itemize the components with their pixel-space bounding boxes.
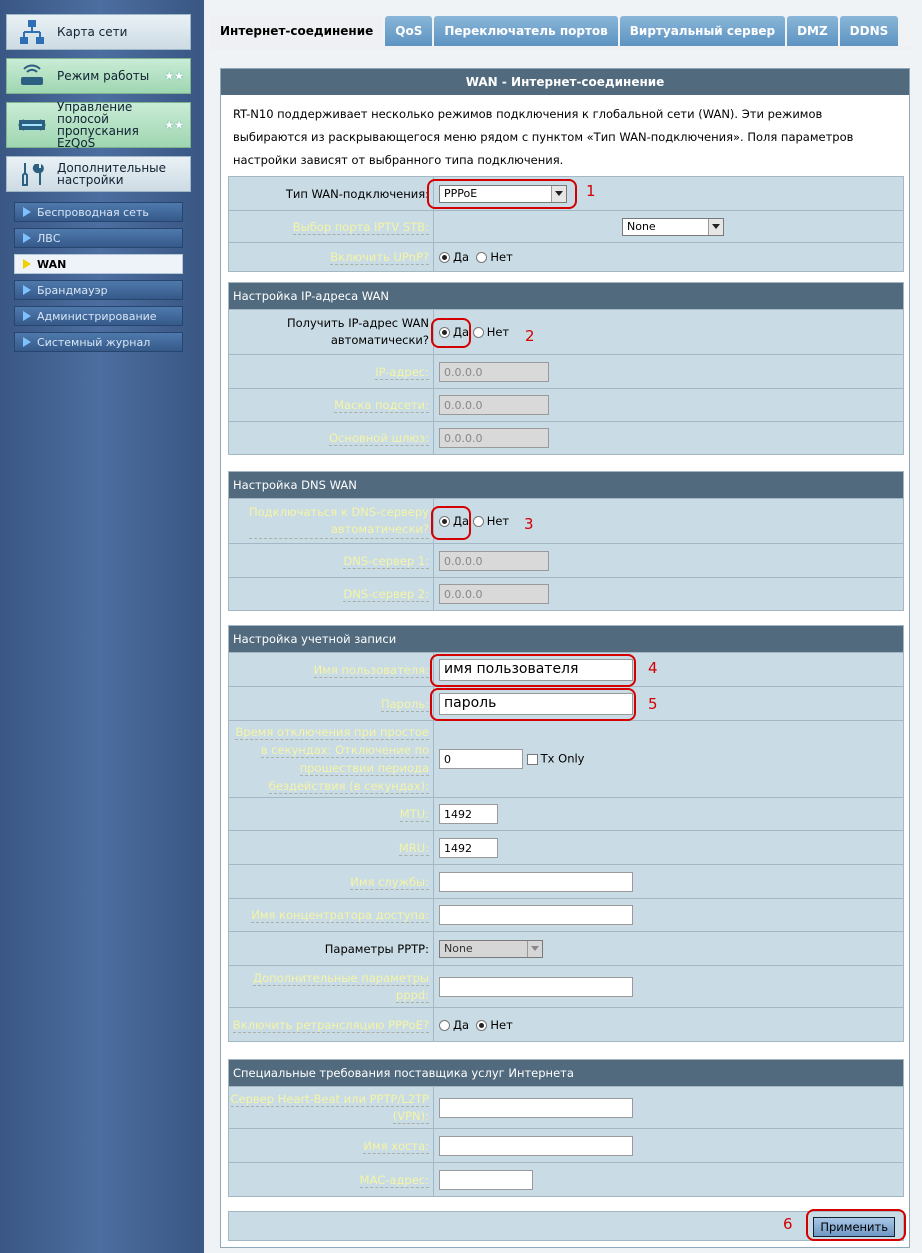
relay-no-radio[interactable] xyxy=(476,1020,487,1031)
annotation-number-4: 4 xyxy=(648,659,658,677)
ip-auto-yes-label: Да xyxy=(453,325,470,339)
pppoe-relay-value-cell xyxy=(434,1008,904,1042)
password-label[interactable]: Пароль: xyxy=(380,696,429,711)
account-section-header: Настройка учетной записи xyxy=(229,626,904,653)
tx-only-label: Tx Only xyxy=(540,751,585,766)
idle-timeout-input[interactable]: 0 xyxy=(439,749,523,769)
pppoe-relay-label[interactable]: Включить ретрансляцию PPPoE? xyxy=(232,1017,429,1032)
ip-auto-label-cell xyxy=(229,310,434,355)
upnp-label-cell xyxy=(229,243,434,272)
relay-no-label: Нет xyxy=(490,1017,513,1032)
panel-description: RT-N10 поддерживает несколько режимов подключения к глобальной сети (WAN). Эти режимов выбираются из раскрывающегося меню рядом с пунктом «Тип WAN-подключения». Поля параметров настройки зависят от выбранного типа подключения. xyxy=(233,107,854,167)
dns1-label-cell xyxy=(229,544,434,578)
service-name-label[interactable]: Имя службы: xyxy=(350,874,429,889)
mtu-label-cell xyxy=(229,798,434,831)
mac-label[interactable]: MAC-адрес: xyxy=(359,1172,429,1187)
ac-name-label[interactable]: Имя концентратора доступа: xyxy=(251,908,429,922)
dns1-label[interactable]: DNS-сервер 1: xyxy=(343,553,429,568)
nav-network-map-label: Карта сети xyxy=(57,25,128,39)
username-label[interactable]: Имя пользователя: xyxy=(313,662,429,677)
dns1-input[interactable]: 0.0.0.0 xyxy=(439,551,549,571)
sidebar-item-firewall[interactable] xyxy=(14,280,183,300)
upnp-label[interactable]: Включить UPnP? xyxy=(330,250,429,264)
dns-auto-label-cell xyxy=(229,499,434,544)
sidebar-item-lan[interactable] xyxy=(14,228,183,248)
heartbeat-input[interactable] xyxy=(439,1098,633,1118)
idle-timeout-value-cell xyxy=(434,721,904,798)
ac-name-value-cell xyxy=(434,899,904,932)
isp-settings-table xyxy=(228,1059,904,1197)
dns2-label-cell xyxy=(229,578,434,611)
hostname-label[interactable]: Имя хоста: xyxy=(363,1138,429,1153)
sidebar-item-wireless[interactable] xyxy=(14,202,183,222)
pptp-select[interactable] xyxy=(439,940,543,958)
mtu-label[interactable]: MTU: xyxy=(399,807,429,821)
iptv-select[interactable] xyxy=(622,218,724,236)
password-label-cell xyxy=(229,687,434,721)
tab-internet-connection[interactable]: Интернет-соединение xyxy=(210,16,383,46)
arrow-icon xyxy=(23,259,31,269)
main-content xyxy=(204,0,922,1253)
chevron-down-icon[interactable] xyxy=(551,186,566,202)
nav-operation-mode[interactable] xyxy=(6,58,191,94)
dns-auto-no-label: Нет xyxy=(486,514,510,528)
ip-section-header: Настройка IP-адреса WAN xyxy=(229,283,904,310)
tab-qos[interactable]: QoS xyxy=(385,16,432,46)
sidebar-item-system-log[interactable] xyxy=(14,332,183,352)
ip-auto-value-cell xyxy=(434,310,904,355)
gateway-input[interactable]: 0.0.0.0 xyxy=(439,428,549,448)
mru-label[interactable]: MRU: xyxy=(398,840,429,855)
relay-yes-label: Да xyxy=(453,1017,470,1032)
dns2-label[interactable]: DNS-сервер 2: xyxy=(343,587,429,601)
gateway-value-cell xyxy=(434,422,904,455)
dns-auto-no-radio[interactable] xyxy=(473,516,484,527)
arrow-icon xyxy=(23,337,31,347)
apply-button[interactable]: Применить xyxy=(813,1217,895,1237)
annotation-number-5: 5 xyxy=(648,695,658,713)
username-value-cell xyxy=(434,653,904,687)
heartbeat-value-cell xyxy=(434,1087,904,1129)
heartbeat-label[interactable]: Сервер Heart-Beat или PPTP/L2TP (VPN): xyxy=(230,1091,429,1123)
pptp-value: None xyxy=(444,942,473,955)
sidebar-item-label: ЛВС xyxy=(37,231,61,245)
arrow-icon xyxy=(23,233,31,243)
subnet-mask-input[interactable]: 0.0.0.0 xyxy=(439,395,549,415)
iptv-value: None xyxy=(627,220,656,233)
annotation-number-2: 2 xyxy=(525,327,535,345)
ac-name-label-cell xyxy=(229,899,434,932)
upnp-no-radio[interactable] xyxy=(476,252,487,263)
upnp-no-label: Нет xyxy=(490,250,513,264)
ac-name-input[interactable] xyxy=(439,905,633,925)
upnp-yes-label: Да xyxy=(453,250,470,264)
hostname-input[interactable] xyxy=(439,1136,633,1156)
iptv-label[interactable]: Выбор порта IPTV STB: xyxy=(292,219,429,234)
username-label-cell xyxy=(229,653,434,687)
annotation-number-6: 6 xyxy=(783,1215,793,1233)
tx-only-checkbox[interactable] xyxy=(527,754,538,765)
tab-bar xyxy=(210,16,900,46)
apply-bar xyxy=(228,1211,904,1241)
wan-type-label-cell xyxy=(229,177,434,211)
sidebar-item-label: Беспроводная сеть xyxy=(37,205,149,219)
subnet-mask-value-cell xyxy=(434,389,904,422)
ip-address-label-cell xyxy=(229,355,434,389)
ip-address-value-cell xyxy=(434,355,904,389)
ip-auto-yes-radio[interactable] xyxy=(439,327,450,338)
service-name-label-cell xyxy=(229,865,434,899)
annotation-number-3: 3 xyxy=(524,515,534,533)
mac-value-cell xyxy=(434,1163,904,1197)
sidebar-item-wan[interactable] xyxy=(14,254,183,274)
ip-auto-label: Получить IP-адрес WAN автоматически? xyxy=(286,316,429,347)
pppd-value-cell xyxy=(434,966,904,1008)
tab-virtual-server[interactable]: Виртуальный сервер xyxy=(620,16,785,46)
chevron-down-icon[interactable] xyxy=(527,941,542,957)
upnp-value-cell xyxy=(434,243,904,272)
dns-auto-label[interactable]: Подключаться к DNS-серверу автоматически? xyxy=(249,504,429,539)
sidebar-item-label: WAN xyxy=(37,257,67,271)
pptp-value-cell xyxy=(434,932,904,966)
sidebar-item-administration[interactable] xyxy=(14,306,183,326)
service-name-input[interactable] xyxy=(439,872,633,892)
chevron-down-icon[interactable] xyxy=(708,219,723,235)
pppd-label-cell xyxy=(229,966,434,1008)
dns-settings-table xyxy=(228,471,904,611)
subnet-mask-label-cell xyxy=(229,389,434,422)
mru-value-cell xyxy=(434,831,904,865)
nav-ezqos[interactable] xyxy=(6,102,191,148)
ip-address-label[interactable]: IP-адрес: xyxy=(375,364,429,379)
dns-auto-yes-label: Да xyxy=(453,514,470,528)
sidebar-item-label: Брандмауэр xyxy=(37,283,108,297)
dns1-value-cell xyxy=(434,544,904,578)
sidebar-item-label: Системный журнал xyxy=(37,335,151,349)
sidebar xyxy=(0,0,200,1253)
bandwidth-icon xyxy=(15,108,49,142)
relay-yes-radio[interactable] xyxy=(439,1020,450,1031)
wan-panel xyxy=(220,68,910,1248)
arrow-icon xyxy=(23,207,31,217)
iptv-value-cell xyxy=(434,211,904,243)
pppoe-relay-label-cell xyxy=(229,1008,434,1042)
mtu-value-cell xyxy=(434,798,904,831)
tab-ddns[interactable]: DDNS xyxy=(840,16,899,46)
dns-auto-yes-radio[interactable] xyxy=(439,516,450,527)
gateway-label-cell xyxy=(229,422,434,455)
nav-network-map[interactable] xyxy=(6,14,191,50)
tab-port-switch[interactable]: Переключатель портов xyxy=(434,16,617,46)
tab-underline xyxy=(210,46,916,50)
hostname-label-cell xyxy=(229,1129,434,1163)
ip-auto-no-label: Нет xyxy=(486,325,510,339)
idle-timeout-label[interactable]: Время отключения при простое в секундах: Отключение по прошествии периода бездействия (в секундах): xyxy=(235,725,429,793)
sidebar-item-label: Администрирование xyxy=(37,309,157,323)
account-settings-table xyxy=(228,625,904,1042)
mru-label-cell xyxy=(229,831,434,865)
isp-section-header: Специальные требования поставщика услуг Интернета xyxy=(229,1060,904,1087)
network-map-icon xyxy=(15,15,49,49)
mac-input[interactable] xyxy=(439,1170,533,1190)
wan-type-select[interactable] xyxy=(439,185,567,203)
pppd-input[interactable] xyxy=(439,977,633,997)
dns-auto-value-cell xyxy=(434,499,904,544)
idle-timeout-label-cell xyxy=(229,721,434,798)
hostname-value-cell xyxy=(434,1129,904,1163)
iptv-label-cell xyxy=(229,211,434,243)
wan-type-value-cell xyxy=(434,177,904,211)
subnet-mask-label[interactable]: Маска подсети: xyxy=(334,398,429,412)
dns-section-header: Настройка DNS WAN xyxy=(229,472,904,499)
nav-advanced-settings[interactable] xyxy=(6,156,191,192)
mac-label-cell xyxy=(229,1163,434,1197)
ip-address-input[interactable]: 0.0.0.0 xyxy=(439,362,549,382)
wan-type-value: PPPoE xyxy=(444,187,478,200)
mru-input[interactable]: 1492 xyxy=(439,838,498,858)
ip-settings-table xyxy=(228,282,904,455)
arrow-icon xyxy=(23,285,31,295)
upnp-yes-radio[interactable] xyxy=(439,252,450,263)
stars-icon: ★★ xyxy=(164,69,184,83)
dns2-value-cell xyxy=(434,578,904,611)
annotation-number-1: 1 xyxy=(586,182,596,200)
mtu-input[interactable]: 1492 xyxy=(439,804,498,824)
pptp-label: Параметры PPTP: xyxy=(324,941,429,956)
heartbeat-label-cell xyxy=(229,1087,434,1129)
ip-auto-no-radio[interactable] xyxy=(473,327,484,338)
tab-dmz[interactable]: DMZ xyxy=(787,16,838,46)
dns2-input[interactable]: 0.0.0.0 xyxy=(439,584,549,604)
wan-type-label: Тип WAN-подключения: xyxy=(285,186,429,201)
pppd-label[interactable]: Дополнительные параметры pppd: xyxy=(253,970,429,1002)
gateway-label[interactable]: Основной шлюз: xyxy=(329,431,429,445)
password-value-cell xyxy=(434,687,904,721)
pptp-label-cell xyxy=(229,932,434,966)
router-icon xyxy=(15,59,49,93)
general-settings-table xyxy=(228,176,904,272)
panel-title: WAN - Интернет-соединение xyxy=(221,69,909,95)
username-input[interactable]: имя пользователя xyxy=(439,659,633,681)
service-name-value-cell xyxy=(434,865,904,899)
tools-icon xyxy=(15,157,49,191)
arrow-icon xyxy=(23,311,31,321)
password-input[interactable]: пароль xyxy=(439,693,633,715)
stars-icon: ★★ xyxy=(164,118,184,132)
nav-ezqos-label: Управление полосой пропускания EzQoS xyxy=(57,100,139,150)
nav-operation-mode-label: Режим работы xyxy=(57,69,150,83)
nav-advanced-settings-label: Дополнительные настройки xyxy=(57,161,167,187)
